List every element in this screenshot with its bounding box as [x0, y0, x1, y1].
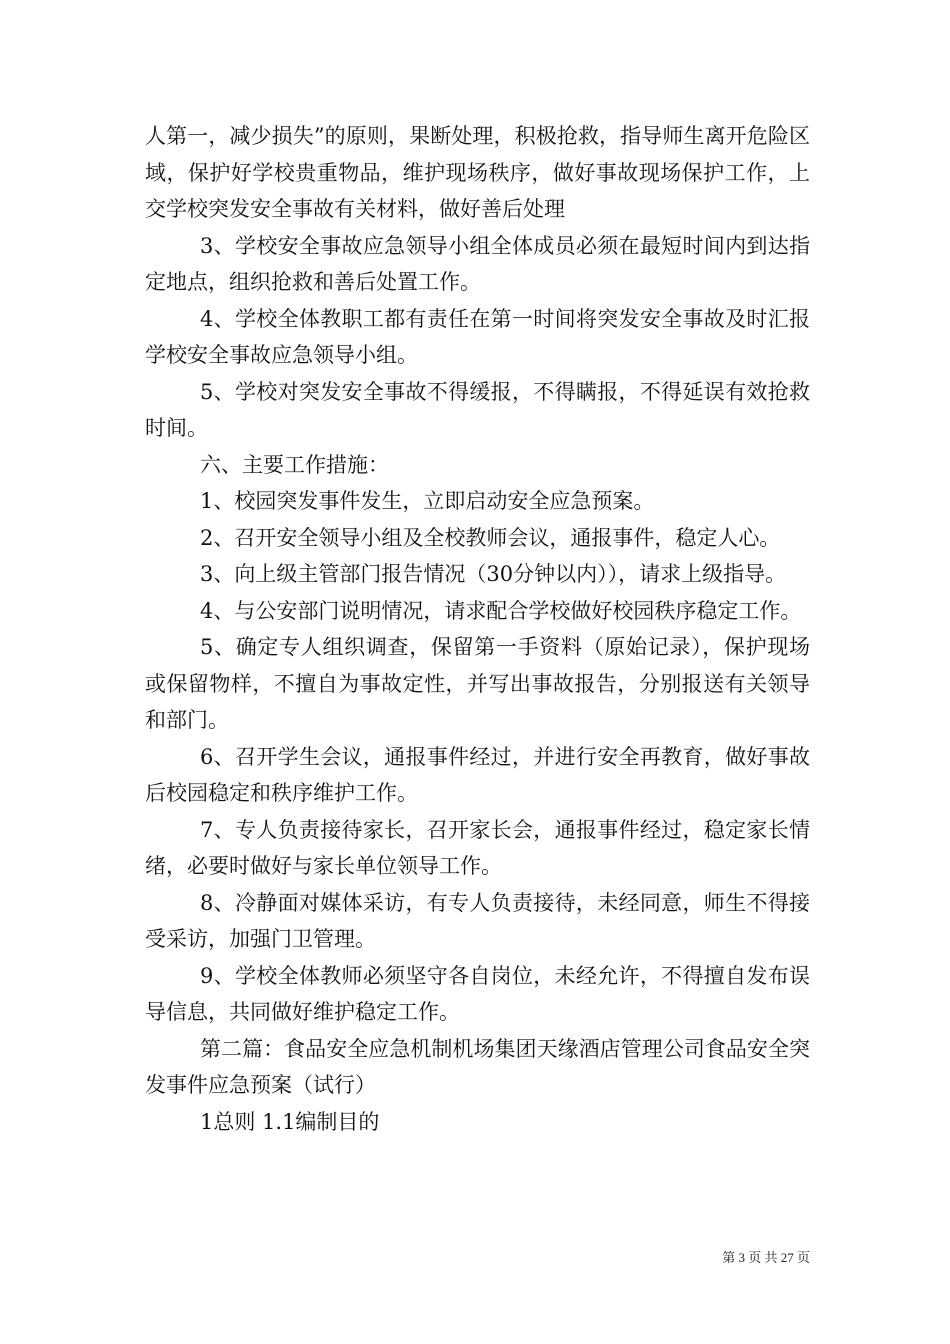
paragraph: 第二篇：食品安全应急机制机场集团天缘酒店管理公司食品安全突发事件应急预案（试行） [145, 1036, 810, 1097]
paragraph: 1、校园突发事件发生，立即启动安全应急预案。 [200, 489, 655, 513]
paragraph: 3、向上级主管部门报告情况（30分钟以内）），请求上级指导。 [200, 562, 787, 586]
paragraph: 7、专人负责接待家长，召开家长会，通报事件经过，稳定家长情绪，必要时做好与家长单位领导工作。 [145, 817, 810, 878]
paragraph: 9、学校全体教师必须坚守各自岗位，未经允许，不得擅自发布误导信息，共同做好维护稳定工作。 [145, 963, 810, 1024]
paragraph: 1总则 1.1编制目的 [200, 1109, 380, 1134]
paragraph: 3、学校安全事故应急领导小组全体成员必须在最短时间内到达指定地点，组织抢救和善后处置工作。 [145, 233, 810, 294]
paragraph: 2、召开安全领导小组及全校教师会议，通报事件，稳定人心。 [200, 525, 781, 550]
paragraph: 六、主要工作措施： [200, 452, 389, 477]
paragraph: 6、召开学生会议，通报事件经过，并进行安全再教育，做好事故后校园稳定和秩序维护工作。 [145, 744, 810, 805]
paragraph: 4、与公安部门说明情况，请求配合学校做好校园秩序稳定工作。 [200, 598, 802, 623]
paragraph: 5、确定专人组织调查，保留第一手资料（原始记录），保护现场或保留物样，不擅自为事故定性，并写出事故报告，分别报送有关领导和部门。 [145, 635, 810, 732]
paragraph: 人第一，减少损失”的原则，果断处理，积极抢救，指导师生离开危险区域，保护好学校贵重物品，维护现场秩序，做好事故现场保护工作，上交学校突发安全事故有关材料，做好善后处理 [145, 124, 810, 221]
paragraph: 5、学校对突发安全事故不得缓报，不得瞒报，不得延误有效抢救时间。 [145, 379, 810, 440]
paragraph: 8、冷静面对媒体采访，有专人负责接待，未经同意，师生不得接受采访，加强门卫管理。 [145, 890, 810, 951]
paragraph: 4、学校全体教职工都有责任在第一时间将突发安全事故及时汇报学校安全事故应急领导小组。 [145, 306, 810, 367]
document-body [145, 118, 810, 1140]
page-footer: 第 3 页 共 27 页 [722, 1250, 810, 1265]
